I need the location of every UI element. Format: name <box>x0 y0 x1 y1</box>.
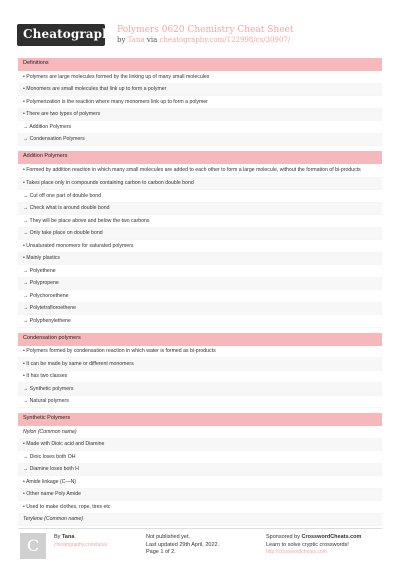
list-item: → Check what is around double bond <box>18 203 382 216</box>
sponsor-link[interactable]: http://crosswordcheats.com <box>266 549 327 555</box>
subsection-title: Terylene (Common name) <box>18 514 382 527</box>
section-header: Condensation polymers <box>18 333 382 346</box>
section-header: Definitions <box>18 58 382 71</box>
footer-author <box>54 534 74 540</box>
sheet-byline <box>117 36 290 44</box>
list-item: → Polypropene <box>18 278 382 291</box>
sponsor-name[interactable]: CrosswordCheats.com <box>301 534 362 540</box>
list-item: → Condensation Polymers <box>18 134 382 147</box>
list-item: • Made with Dioic acid and Diamine <box>18 439 382 452</box>
list-item: • Polymers are large molecules formed by the linking up of many small molecules <box>18 71 382 84</box>
list-item: → Polychoroethene <box>18 290 382 303</box>
subsection-title: Nylon (Common name) <box>18 426 382 439</box>
list-item: • Takes place only in compounds containing carbon to carbon double bond <box>18 178 382 191</box>
footer-author-link[interactable]: cheatography.com/tana/ <box>54 542 108 548</box>
list-item: → They will be place above and below the two carbons <box>18 215 382 228</box>
list-item: → Cut off one part of double bond <box>18 190 382 203</box>
section-condensation-polymers <box>18 333 382 409</box>
cheatography-logo[interactable] <box>17 24 119 46</box>
sponsor-prefix: Sponsored by <box>266 534 300 540</box>
sponsor-tagline: Learn to solve cryptic crosswords! <box>266 541 349 548</box>
page-footer <box>18 528 382 566</box>
byline-by: by <box>117 36 126 44</box>
list-item: • Other name Poly Amide <box>18 489 382 502</box>
footer-publish-info <box>146 534 219 557</box>
footer-author-name[interactable]: Tana <box>61 534 75 540</box>
list-item: → Synthetic polymers <box>18 383 382 396</box>
list-item: • Monomers are small molecules that link up to form a polymer <box>18 84 382 97</box>
author-link[interactable]: Tana <box>127 36 145 44</box>
sponsor-line <box>266 534 361 542</box>
byline-via: via <box>146 36 158 44</box>
list-item: → Polyethene <box>18 265 382 278</box>
sheet-url-link[interactable]: cheatography.com/122998/cs/30907/ <box>159 36 291 44</box>
list-item: • It has two classes <box>18 371 382 384</box>
list-item: → Only take place on double bond <box>18 228 382 241</box>
author-avatar[interactable] <box>20 533 46 559</box>
list-item: → Polyphenylethene <box>18 315 382 328</box>
list-item: → Polytetrafloroethene <box>18 303 382 316</box>
footer-sponsor <box>266 534 361 557</box>
logo-text: Cheatography <box>23 27 119 41</box>
list-item: → Dioic loses both OH <box>18 451 382 464</box>
section-synthetic-polymers <box>18 413 382 526</box>
footer-by: By <box>54 534 61 540</box>
list-item: • Amide linkage (C—N) <box>18 476 382 489</box>
page-header <box>0 0 400 50</box>
avatar-letter: C <box>27 536 40 555</box>
published-status: Not published yet. <box>146 534 191 540</box>
list-item: • It can be made by same or different monomers <box>18 358 382 371</box>
list-item: • Unsaturated monomers for saturated polymers <box>18 240 382 253</box>
list-item: → Diamine loses both H <box>18 464 382 477</box>
list-item: • Used to make clothes, rope, tires etc <box>18 501 382 514</box>
section-header: Synthetic Polymers <box>18 413 382 426</box>
list-item: → Addition Polymers <box>18 121 382 134</box>
list-item: • Formed by addition reaction in which many small molecules are added to each other to form a large molecule, without the formation of bi-products <box>18 164 382 178</box>
page-number: Page 1 of 2. <box>146 549 176 555</box>
sheet-title: Polymers 0620 Chemistry Cheat Sheet <box>117 25 294 35</box>
section-definitions <box>18 58 382 146</box>
list-item: • Mainly plastics <box>18 253 382 266</box>
section-header: Addition Polymers <box>18 151 382 164</box>
list-item: → Natural polymers <box>18 396 382 409</box>
sheet-content <box>18 58 382 531</box>
list-item: • Polymers formed by condensation reaction in which water is formed as bi-products <box>18 346 382 359</box>
section-addition-polymers <box>18 151 382 328</box>
last-updated: Last updated 29th April, 2022. <box>146 541 220 548</box>
list-item: • Polymerization is the reaction where many monomers link up to form a polymer <box>18 96 382 109</box>
list-item: • There are two types of polymers <box>18 109 382 122</box>
